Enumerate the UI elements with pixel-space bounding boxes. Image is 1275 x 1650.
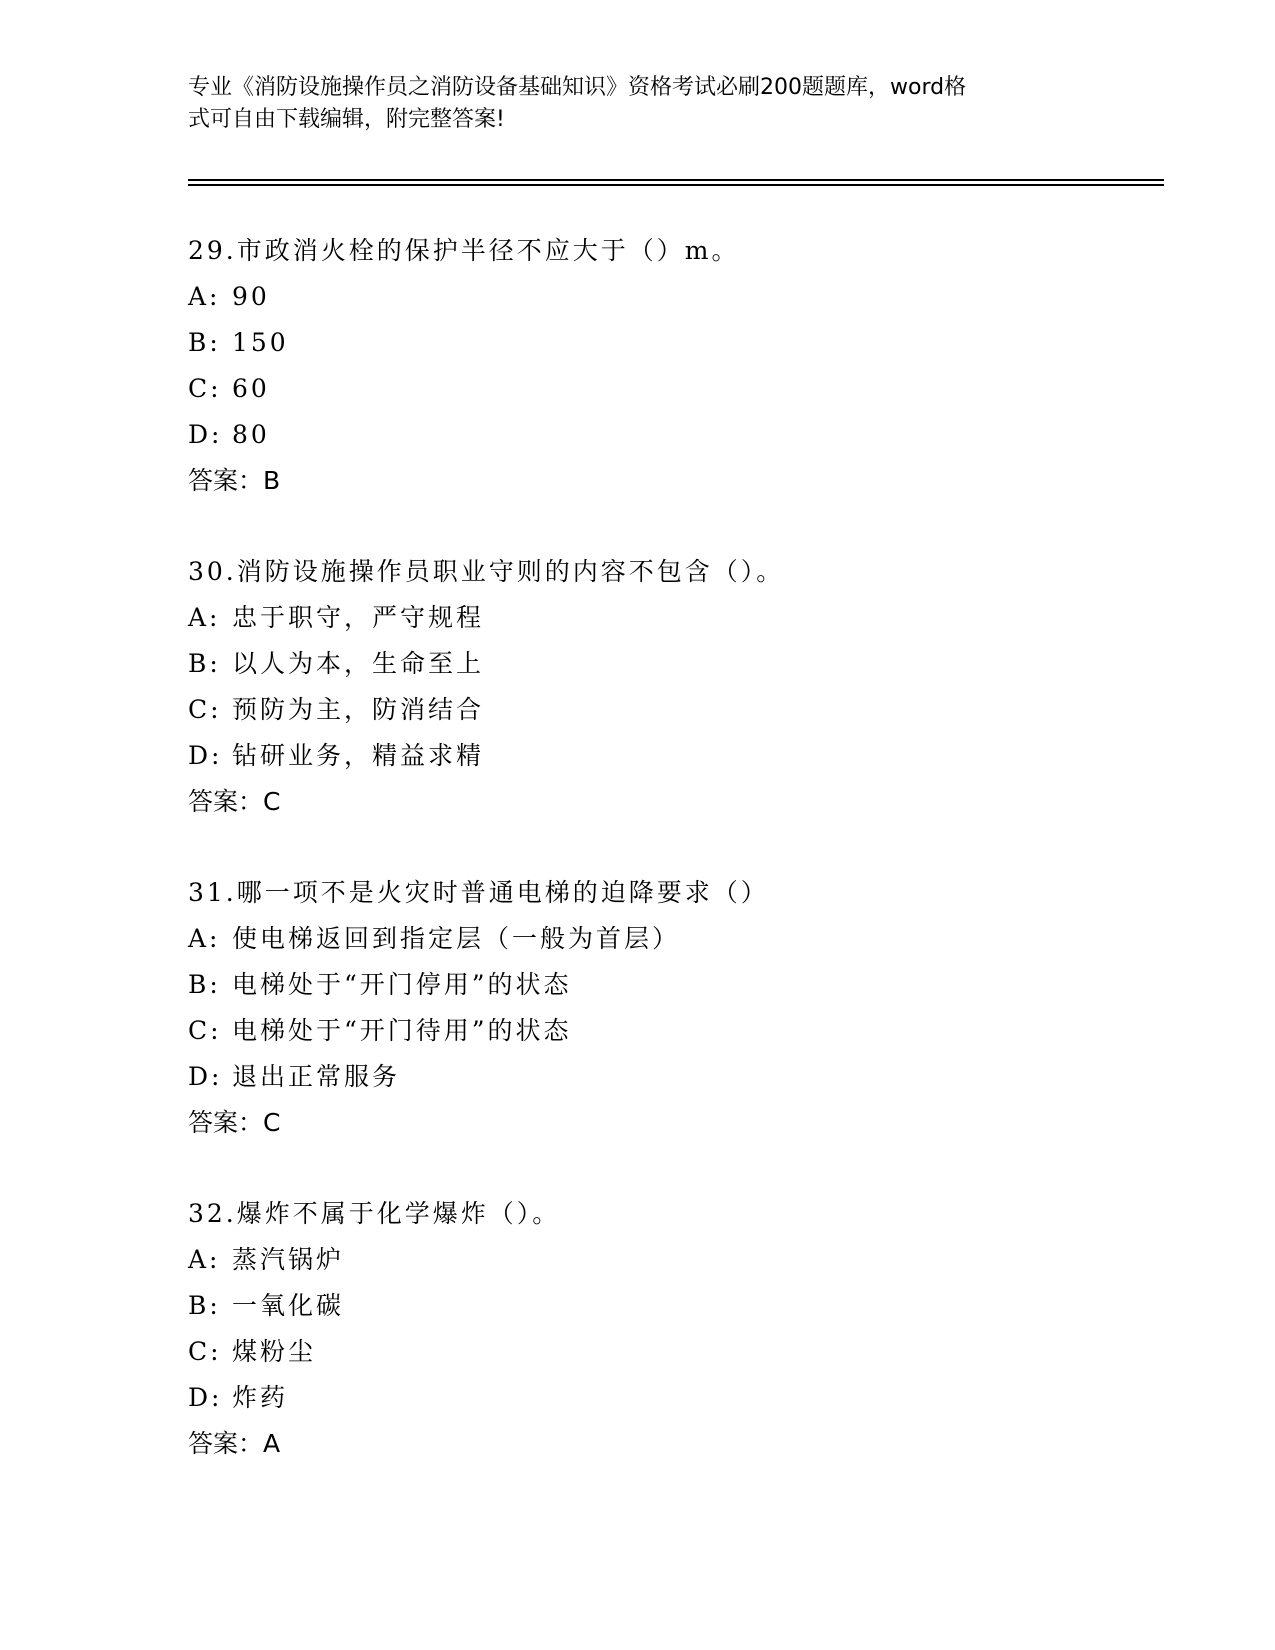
header-divider-bottom	[188, 184, 1164, 186]
header-line-1: 专业《消防设施操作员之消防设备基础知识》资格考试必刷200题题库，word格	[188, 75, 967, 100]
option-letter: D:	[188, 1383, 223, 1412]
option-text: 使电梯返回到指定层（一般为首层）	[232, 924, 681, 953]
option-letter: C:	[188, 695, 222, 724]
option-text: 预防为主，防消结合	[232, 695, 485, 724]
option-b	[188, 320, 1148, 366]
option-b	[188, 962, 1148, 1008]
option-d	[188, 1054, 1148, 1100]
option-text: 退出正常服务	[232, 1062, 401, 1091]
question-29	[188, 228, 1148, 504]
answer-label: 答案：C	[188, 1108, 281, 1137]
document-header	[188, 72, 1078, 136]
option-text: 以人为本，生命至上	[232, 649, 485, 678]
option-letter: B:	[188, 328, 221, 357]
option-letter: D:	[188, 420, 223, 449]
question-text: 32.爆炸不属于化学爆炸（）。	[188, 1199, 561, 1228]
header-line-2: 式可自由下载编辑，附完整答案!	[188, 107, 505, 132]
answer-label: 答案：A	[188, 1429, 281, 1458]
option-text: 钻研业务，精益求精	[232, 741, 485, 770]
header-divider-top	[188, 179, 1164, 181]
question-text: 29.市政消火栓的保护半径不应大于（）m。	[188, 236, 740, 265]
option-a	[188, 274, 1148, 320]
option-letter: B:	[188, 970, 221, 999]
option-letter: C:	[188, 1016, 222, 1045]
option-letter: A:	[188, 1245, 221, 1274]
option-text: 电梯处于“开门停用”的状态	[232, 970, 572, 999]
option-text: 150	[232, 328, 289, 357]
option-text: 80	[232, 420, 270, 449]
option-d	[188, 733, 1148, 779]
question-30	[188, 549, 1148, 825]
option-letter: C:	[188, 374, 222, 403]
option-a	[188, 1237, 1148, 1283]
option-d	[188, 412, 1148, 458]
option-text: 蒸汽锅炉	[232, 1245, 345, 1274]
option-letter: D:	[188, 741, 223, 770]
option-text: 炸药	[232, 1383, 289, 1412]
option-b	[188, 1283, 1148, 1329]
option-c	[188, 1329, 1148, 1375]
option-a	[188, 595, 1148, 641]
option-letter: C:	[188, 1337, 222, 1366]
answer-label: 答案：B	[188, 466, 281, 495]
option-text: 60	[232, 374, 270, 403]
option-text: 90	[232, 282, 270, 311]
option-a	[188, 916, 1148, 962]
option-text: 电梯处于“开门待用”的状态	[232, 1016, 572, 1045]
option-letter: B:	[188, 649, 221, 678]
option-text: 忠于职守，严守规程	[232, 603, 485, 632]
option-text: 一氧化碳	[232, 1291, 345, 1320]
question-text: 30.消防设施操作员职业守则的内容不包含（）。	[188, 557, 785, 586]
option-letter: A:	[188, 282, 221, 311]
question-text: 31.哪一项不是火灾时普通电梯的迫降要求（）	[188, 878, 769, 907]
option-letter: D:	[188, 1062, 223, 1091]
option-letter: B:	[188, 1291, 221, 1320]
answer-label: 答案：C	[188, 787, 281, 816]
option-c	[188, 1008, 1148, 1054]
option-c	[188, 687, 1148, 733]
question-31	[188, 870, 1148, 1146]
question-32	[188, 1191, 1148, 1467]
option-letter: A:	[188, 603, 221, 632]
option-d	[188, 1375, 1148, 1421]
option-b	[188, 641, 1148, 687]
option-text: 煤粉尘	[232, 1337, 317, 1366]
option-letter: A:	[188, 924, 221, 953]
option-c	[188, 366, 1148, 412]
